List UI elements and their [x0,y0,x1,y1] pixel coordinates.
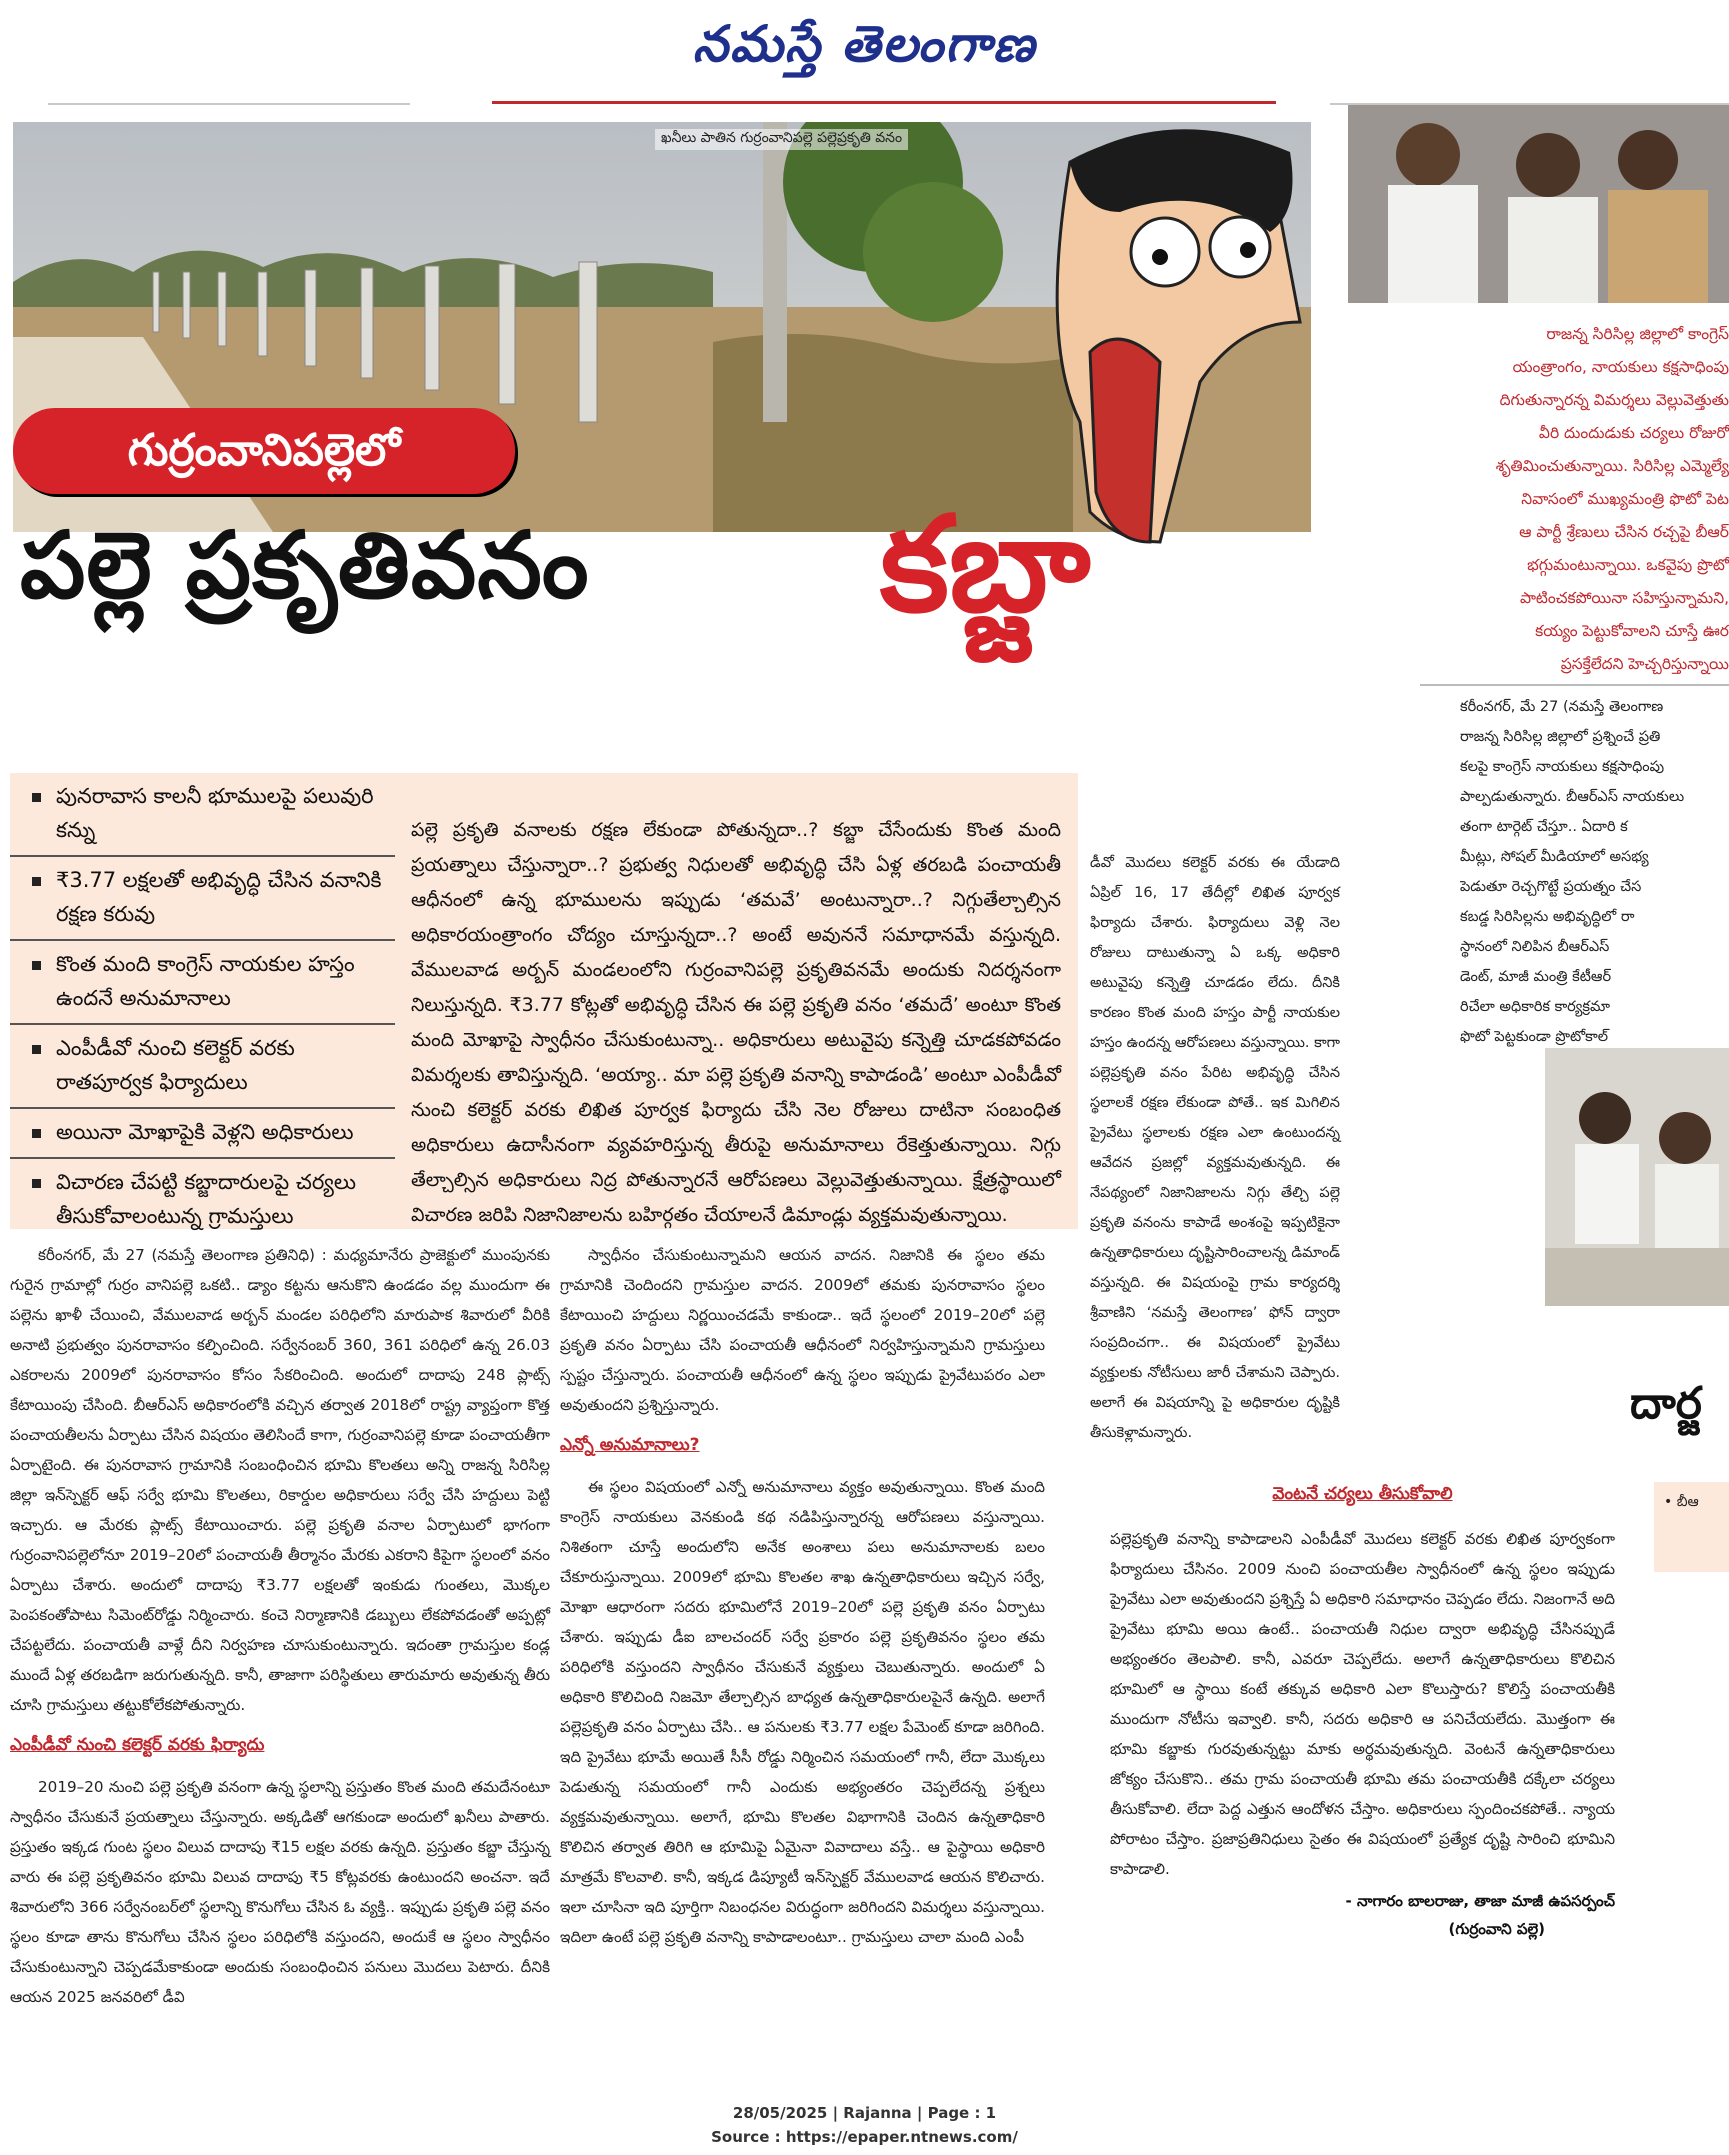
red-divider [492,101,1276,104]
highlight-item [10,1025,395,1109]
text-line: డెంట్, మాజీ మంత్రి కేటీఆర్ [1460,969,1612,985]
text-line: రాజన్న సిరిసిల్ల జిల్లాలో కాంగ్రెస్ [1546,325,1729,343]
text-line: యంత్రాంగం, నాయకులు కక్షసాధింపు [1512,358,1729,376]
quote-place: (గుర్రంవాని పల్లె) [1448,1920,1545,1938]
right-headline: దార్జ [1630,1378,1702,1429]
headline-accent: కబ్జా [880,487,1091,642]
newspaper-logo: నమస్తే తెలంగాణ [692,14,1037,73]
text-line: నివాసంలో ముఖ్యమంత్రి ఫొటో పెట [1521,490,1729,508]
divider [1420,684,1729,686]
right-story-body [1460,692,1729,1052]
paragraph: 2019–20 నుంచి పల్లె ప్రకృతి వనంగా ఉన్న స్థలాన్ని ప్రస్తుతం కొంత మంది తమదేనంటూ స్వాధీనం చేసుకునే ప్రయత్నాలు చేస్తున్నారు. అక్కడితో ఆగకుండా అందులో ఖనీలు పాతారు. ప్రస్తుతం ఇక్కడ గుంట స్థలం విలువ దాదాపు ₹15 లక్షల వరకు ఉన్నది. ప్రస్తుతం కబ్జా చేస్తున్న వారు ఈ పల్లె ప్రకృతివనం భూమి విలువ దాదాపు ₹5 కోట్లవరకు ఉంటుందని అంచనా. ఇదే శివారులోని 366 సర్వేనంబర్‌లో స్థలాన్ని కొనుగోలు చేసిన ఓ వ్యక్తి.. ఇప్పుడు ప్రకృతి పల్లె వనం స్థలం కూడా తాను కొనుగోలు చేసిన స్థలం పరిధిలోకి వస్తుందని, అందుకే ఆ స్థలం స్వాధీనం చేసుకుంటున్నాని చెప్పడమేకాకుండా అందుకు సంబంధించిన పనులు మొదలు పెటారు. దీనికి ఆయన 2025 జనవరిలో డీవి [10,1778,550,2006]
highlight-item [10,1109,395,1159]
highlight-text: అయినా మోఖాపైకి వెళ్లని అధికారులు [56,1120,354,1144]
highlight-item [10,857,395,941]
masthead [0,0,1729,88]
highlight-text: ₹3.77 లక్షలతో అభివృద్ధి చేసిన వనానికి రక్షణ కరువు [56,868,382,926]
text-line: భగ్గుమంటున్నాయి. ఒకవైపు ప్రొటో [1527,556,1729,574]
highlight-text: ఎంపీడీవో నుంచి కలెక్టర్ వరకు రాతపూర్వక ఫిర్యాదులు [56,1036,295,1094]
photo-caption: ఖనీలు పాతిన గుర్రంవానిపల్లె పల్లెప్రకృతి వనం [655,129,908,150]
right-story-intro [1445,318,1729,681]
highlight-text: విచారణ చేపట్టి కబ్జాదారులపై చర్యలు తీసుకోవాలంటున్న గ్రామస్తులు [56,1170,357,1228]
quote-body: పల్లెప్రకృతి వనాన్ని కాపాడాలని ఎంపీడీవో మొదలు కలెక్టర్ వరకు లిఖిత పూర్వకంగా ఫిర్యాదులు చేసినం. 2009 నుంచి పంచాయతీల స్వాధీనంలో ఉన్న స్థలం ఇప్పుడు ప్రైవేటు ఎలా అవుతుందని ప్రశ్నిస్తే ఏ అధికారి సమాధానం చెప్పడం లేదు. నిజంగానే అది ప్రైవేటు భూమి అయి ఉంటే.. పంచాయతీ నిధుల ద్వారా అభివృద్ధి చేసినప్పుడే అభ్యంతరం తెలపాలి. కానీ, ఎవరూ చెప్పలేదు. అలాగే ఉన్నతాధికారులు కొలిచిన భూమిలో ఆ స్థాయి కంటే తక్కువ అధికారి ఎలా కొలుస్తారు? కొలిస్తే పంచాయతీకి ముందుగా నోటీసు ఇవ్వాలి. కానీ, సదరు అధికారి ఆ పనిచేయలేదు. మొత్తంగా ఈ భూమి కబ్జాకు గురవుతున్నట్టు మాకు అర్థమవుతున్నది. వెంటనే ఉన్నతాధికారులు జోక్యం చేసుకొని.. తమ గ్రామ పంచాయతీ భూమి తమ పంచాయతీకి దక్కేలా చర్యలు తీసుకోవాలి. లేదా పెద్ద ఎత్తున ఆందోళన చేస్తాం. అధికారులు స్పందించకపోతే.. న్యాయ పోరాటం చేస్తాం. ప్రజాప్రతినిధులు సైతం ఈ విషయంలో ప్రత్యేక దృష్టి సారించి భూమిని కాపాడాలి. [1110,1530,1615,1878]
bullet-icon [32,793,41,802]
article-column-3: డీవో మొదలు కలెక్టర్ వరకు ఈ యేడాది ఏప్రిల్ 16, 17 తేదీల్లో లిఖిత పూర్వక ఫిర్యాదు చేశారు. ఫిర్యాదులు వెళ్లి నెల రోజులు దాటుతున్నా ఏ ఒక్క అధికారి అటువైపు కన్నెత్తి చూడడం లేదు. దీనికి కారణం కొంత మంది హస్తం పార్టీ నాయకుల హస్తం ఉందన్న ఆరోపణలు వస్తున్నాయి. కాగా పల్లెప్రకృతి వనం పేరిట అభివృద్ధి చేసిన స్థలాలకే రక్షణ లేకుండా పోతే.. ఇక మిగిలిన ప్రైవేటు స్థలాలకు రక్షణ ఎలా ఉంటుందన్న ఆవేదన ప్రజల్లో వ్యక్తమవుతున్నది. ఈ నేపథ్యంలో నిజానిజాలను నిగ్గు తేల్చి పల్లె ప్రకృతి వనంను కాపాడే అంశంపై ఇప్పటికైనా ఉన్నతాధికారులు దృష్టిసారించాలన్న డిమాండ్ వస్తున్నది. ఈ విషయంపై గ్రామ కార్యదర్శి శ్రీవాణిని ‘నమస్తే తెలంగాణ’ ఫోన్ ద్వారా సంప్రదించగా.. ఈ విషయంలో ప్రైవేటు వ్యక్తులకు నోటీసులు జారీ చేశామని చెప్పారు. అలాగే ఈ విషయాన్ని పై అధికారుల దృష్టికి తీసుకెళ్లామన్నారు. [1090,855,1340,1441]
subheading: ఎన్నో అనుమానాలు? [560,1435,700,1455]
text-line: పాల్పడుతున్నారు. బీఆర్ఎస్ నాయకులు [1460,789,1685,805]
paragraph: కరీంనగర్, మే 27 (నమస్తే తెలంగాణ ప్రతినిధి) : మధ్యమానేరు ప్రాజెక్టులో ముంపునకు గురైన గ్రామాల్లో గుర్రం వానిపల్లె ఒకటి.. డ్యాం కట్టను ఆనుకొని ఉండడం వల్ల ముందుగా ఈ పల్లెను ఖాళీ చేయించి, వేములవాడ అర్బన్ మండల పరిధిలోని మారుపాక శివారులో వీరికి అనాటి ప్రభుత్వం పునరావాసం కల్పించింది. సర్వేనంబర్ 360, 361 పరిధిలో ఉన్న 26.03 ఎకరాలను 2009లో పునరావాసం కోసం సేకరించింది. అందులో దాదాపు 248 ప్లాట్స్ కేటాయింపు చేసింది. బీఆర్ఎస్ అధికారంలోకి వచ్చిన తర్వాత 2018లో రాష్ట్ర వ్యాప్తంగా కొత్త పంచాయతీలను ఏర్పాటు చేసిన విషయం తెలిసిందే కాగా, గుర్రంవానిపల్లె కూడా పంచాయతీగా ఏర్పాటైంది. ఈ పునరావాస గ్రామానికి సంబంధించిన భూమి కొలతలు అన్ని రాజన్న సిరిసిల్ల జిల్లా ఇన్‌స్పెక్టర్ ఆఫ్ సర్వే భూమి కొలతలు, రికార్డుల అధికారులు సర్వే చేసి హద్దులు పెట్టి ఇచ్చారు. ఆ మేరకు ప్లాట్స్ కేటాయించారు. పల్లె ప్రకృతి వనాల ఏర్పాటులో భాగంగా గుర్రంవానిపల్లెలోనూ 2019–20లో పంచాయతీ తీర్మానం మేరకు ఎకరాని కిపైగా స్థలంలో వనం ఏర్పాటు చేశారు. అందులో దాదాపు ₹3.77 లక్షలతో ఇంకుడు గుంతలు, మొక్కల పెంపకంతోపాటు సిమెంట్‌రోడ్డు నిర్మించారు. కంచె నిర్మాణానికి డబ్బులు లేకపోవడంతో అప్పట్లో చేపట్టలేదు. పంచాయతీ వాళ్లే దీని నిర్వహణ చూసుకుంటున్నారు. ఇదంతా గ్రామస్తుల కండ్ల ముందే ఏళ్ల తరబడిగా జరుగుతున్నది. కానీ, తాజాగా పరిస్థితులు తారుమారు అవుతున్న తీరు చూసి గ్రామస్తులు తట్టుకోలేకపోతున్నారు. [10,1246,550,1714]
article-column-1 [10,1240,550,2012]
headline-kicker: గుర్రంవానిపల్లెలో [13,408,515,494]
subheading: ఎంపీడీవో నుంచి కలెక్టర్ వరకు ఫిర్యాదు [10,1735,265,1755]
quote-signature: - నాగారం బాలరాజు, తాజా మాజీ ఉపసర్పంచ్ [1345,1892,1615,1910]
bullet-icon [32,1129,41,1138]
text-line: కయ్యం పెట్టుకోవాలని చూస్తే ఊర [1535,622,1729,640]
text-line: కబడ్డ సిరిసిల్లను అభివృద్ధిలో రా [1460,909,1635,925]
article-column-2 [560,1240,1045,1952]
highlight-item [10,1159,395,1241]
bullet-icon [32,961,41,970]
text-line: కరీంనగర్, మే 27 (నమస్తే తెలంగాణ [1460,699,1664,715]
text-line: కలపై కాంగ్రెస్ నాయకులు కక్షసాధింపు [1460,759,1665,775]
text-line: తంగా టార్గెట్ చేస్తూ.. ఏదారి క [1460,819,1628,835]
highlight-text: కొంత మంది కాంగ్రెస్ నాయకుల హస్తం ఉందనే అనుమానాలు [56,952,355,1010]
intro-text: పల్లె ప్రకృతి వనాలకు రక్షణ లేకుండా పోతున్నదా..? కబ్జా చేసేందుకు కొంత మంది ప్రయత్నాలు చేస్తున్నారా..? ప్రభుత్వ నిధులతో అభివృద్ధి చేసి ఏళ్ల తరబడి పంచాయతీ ఆధీనంలో ఉన్న భూములను ఇప్పుడు ‘తమవే’ అంటున్నారా..? నిగ్గుతేల్చాల్సిన అధికారయంత్రాంగం చోద్యం చూస్తున్నదా..? అంటే అవుననే సమాధానమే వస్తున్నది. వేములవాడ అర్బన్ మండలంలోని గుర్రంవానిపల్లె ప్రకృతివనమే అందుకు నిదర్శనంగా నిలుస్తున్నది. ₹3.77 కోట్లతో అభివృద్ధి చేసిన ఈ పల్లె ప్రకృతి వనం ‘తమదే’ అంటూ కొంత మంది మోఖాపై స్వాధీనం చేసుకుంటున్నా.. అధికారులు అటువైపు కన్నెత్తి చూడకపోవడం విమర్శలకు తావిస్తున్నది. ‘అయ్యా.. మా పల్లె ప్రకృతి వనాన్ని కాపాడండి’ అంటూ ఎంపీడీవో నుంచి కలెక్టర్ వరకు లిఖిత పూర్వక ఫిర్యాదు చేసి నెల రోజులు దాటినా సంబంధిత అధికారులు ఉదాసీనంగా వ్యవహరిస్తున్న తీరుపై అనుమానాలు రేకెత్తుతున్నాయి. నిగ్గు తేల్చాల్సిన అధికారులు నిద్ర పోతున్నారనే ఆరోపణలు వెల్లువెత్తుతున్నాయి. క్షేత్రస్థాయిలో విచారణ జరిపి నిజానిజాలను బహిర్గతం చేయాలనే డిమాండ్లు వ్యక్తమవుతున్నాయి. [411,819,1061,1226]
text-line: రిచేలా అధికారిక కార్యక్రమా [1460,999,1610,1015]
intro-box [395,773,1078,1229]
highlight-item [10,941,395,1025]
text-line: రాజన్న సిరిసిల్ల జిల్లాలో ప్రశ్నించే ప్రతి [1460,729,1661,745]
text-line: మీట్లు, సోషల్ మీడియాలో అసభ్య [1460,849,1649,865]
text-line: పాటించకపోయినా సహిస్తున్నామని, [1519,589,1729,607]
text-line: ఆ పార్టీ శ్రేణులు చేసిన రచ్చపై బీఆర్ [1519,523,1729,541]
text-line: పెడుతూ రెచ్చగొట్టే ప్రయత్నం చేస [1460,879,1642,895]
quote-box [1110,1470,1615,1960]
right-photo [1348,105,1729,303]
highlight-text: పునరావాస కాలనీ భూములపై పలువురి కన్ను [56,784,374,842]
paragraph: స్వాధీనం చేసుకుంటున్నామని ఆయన వాదన. నిజానికి ఈ స్థలం తమ గ్రామానికి చెందిందని గ్రామస్తుల వాదన. 2009లో తమకు పునరావాసం స్థలం కేటాయించి హద్దులు నిర్ణయించడమే కాకుండా.. ఇదే స్థలంలో 2019–20లో పల్లె ప్రకృతి వనం ఏర్పాటు చేసి పంచాయతీ ఆధీనంలో నిర్వహిస్తున్నామని గ్రామస్తులు స్పష్టం చేస్తున్నారు. పంచాయతీ ఆధీనంలో ఉన్న స్థలం ఇప్పుడు ప్రైవేటుపరం ఎలా అవుతుందని ప్రశ్నిస్తున్నారు. [560,1246,1045,1414]
bullet-icon [32,1045,41,1054]
bullet-icon [32,877,41,886]
headline: పల్లె ప్రకృతివనం [20,511,590,619]
text-line: శృతిమించుతున్నాయి. సిరిసిల్ల ఎమ్మెల్యే [1495,457,1729,475]
text-line: వీరి దుందుడుకు చర్యలు రోజురో [1538,424,1729,442]
text-line: స్థానంలో నిలిపిన బీఆర్ఎస్ [1460,939,1610,955]
highlight-item [10,773,395,857]
paragraph: ఈ స్థలం విషయంలో ఎన్నో అనుమానాలు వ్యక్తం అవుతున్నాయి. కొంత మంది కాంగ్రెస్ నాయకులు వెనకుండి కథ నడిపిస్తున్నారన్న ఆరోపణలు వస్తున్నాయి. నిశితంగా చూస్తే అందులోని అనేక అంశాలు పలు అనుమానాలకు బలం చేకూరుస్తున్నాయి. 2009లో భూమి కొలతల శాఖ ఉన్నతాధికారులు ఇచ్చిన సర్వే, మోఖా ఆధారంగా సదరు భూమిలోనే 2019–20లో పల్లె ప్రకృతి వనం ఏర్పాటు చేశారు. ఇప్పుడు డీఐ బాలచందర్ సర్వే ప్రకారం పల్లె ప్రకృతివనం స్థలం తమ పరిధిలోకి వస్తుందని స్వాధీనం చేసుకునే వ్యక్తులు చెబుతున్నారు. అందులో ఏ అధికారి కొలిచింది నిజమో తేల్చాల్సిన బాధ్యత ఉన్నతాధికారులపైనే ఉన్నది. అలాగే పల్లెప్రకృతి వనం ఏర్పాటు చేసి.. ఆ పనులకు ₹3.77 లక్షల పేమెంట్ కూడా జరిగింది. ఇది ప్రైవేటు భూమే అయితే సీసీ రోడ్డు నిర్మించిన సమయంలో గానీ, లేదా మొక్కలు పెడుతున్న సమయంలో గానీ ఎందుకు అభ్యంతరం చెప్పలేదన్న ప్రశ్నలు వ్యక్తమవుతున్నాయి. అలాగే, భూమి కొలతల విభాగానికి చెందిన ఉన్నతాధికారి కొలిచిన తర్వాత తిరిగి ఆ భూమిపై ఏమైనా వివాదాలు వస్తే.. ఆ పైస్థాయి అధికారి మాత్రమే కొలవాలి. కానీ, ఇక్కడ డిప్యూటీ ఇన్‌స్పెక్టర్ వేములవాడ ఆయన కొలిచారు. ఇలా చూసినా ఇది పూర్తిగా నిబంధనల విరుద్ధంగా జరిగిందని విమర్శలు వస్తున్నాయి. ఇదిలా ఉంటే పల్లె ప్రకృతి వనాన్ని కాపాడాలంటూ.. గ్రామస్తులు చాలా మంది ఎంపీ [560,1478,1045,1946]
text-line: ఫొటో పెట్టకుండా ప్రొటోకాల్ [1460,1029,1608,1045]
footer-source: Source : https://epaper.ntnews.com/ [711,2128,1018,2146]
right-bullet-box: • బీఆ [1654,1482,1729,1572]
quote-title: వెంటనే చర్యలు తీసుకోవాలి [1272,1484,1453,1504]
divider [48,103,410,105]
text-line: ప్రసక్తేలేదని హెచ్చరిస్తున్నాయి [1560,655,1729,673]
right-photo-meeting [1545,1048,1729,1306]
bullet-icon [32,1179,41,1188]
footer-date-page: 28/05/2025 | Rajanna | Page : 1 [732,2104,997,2122]
text-line: దిగుతున్నారన్న విమర్శలు వెల్లువెత్తుతు [1499,391,1729,409]
highlights-box [10,773,395,1229]
